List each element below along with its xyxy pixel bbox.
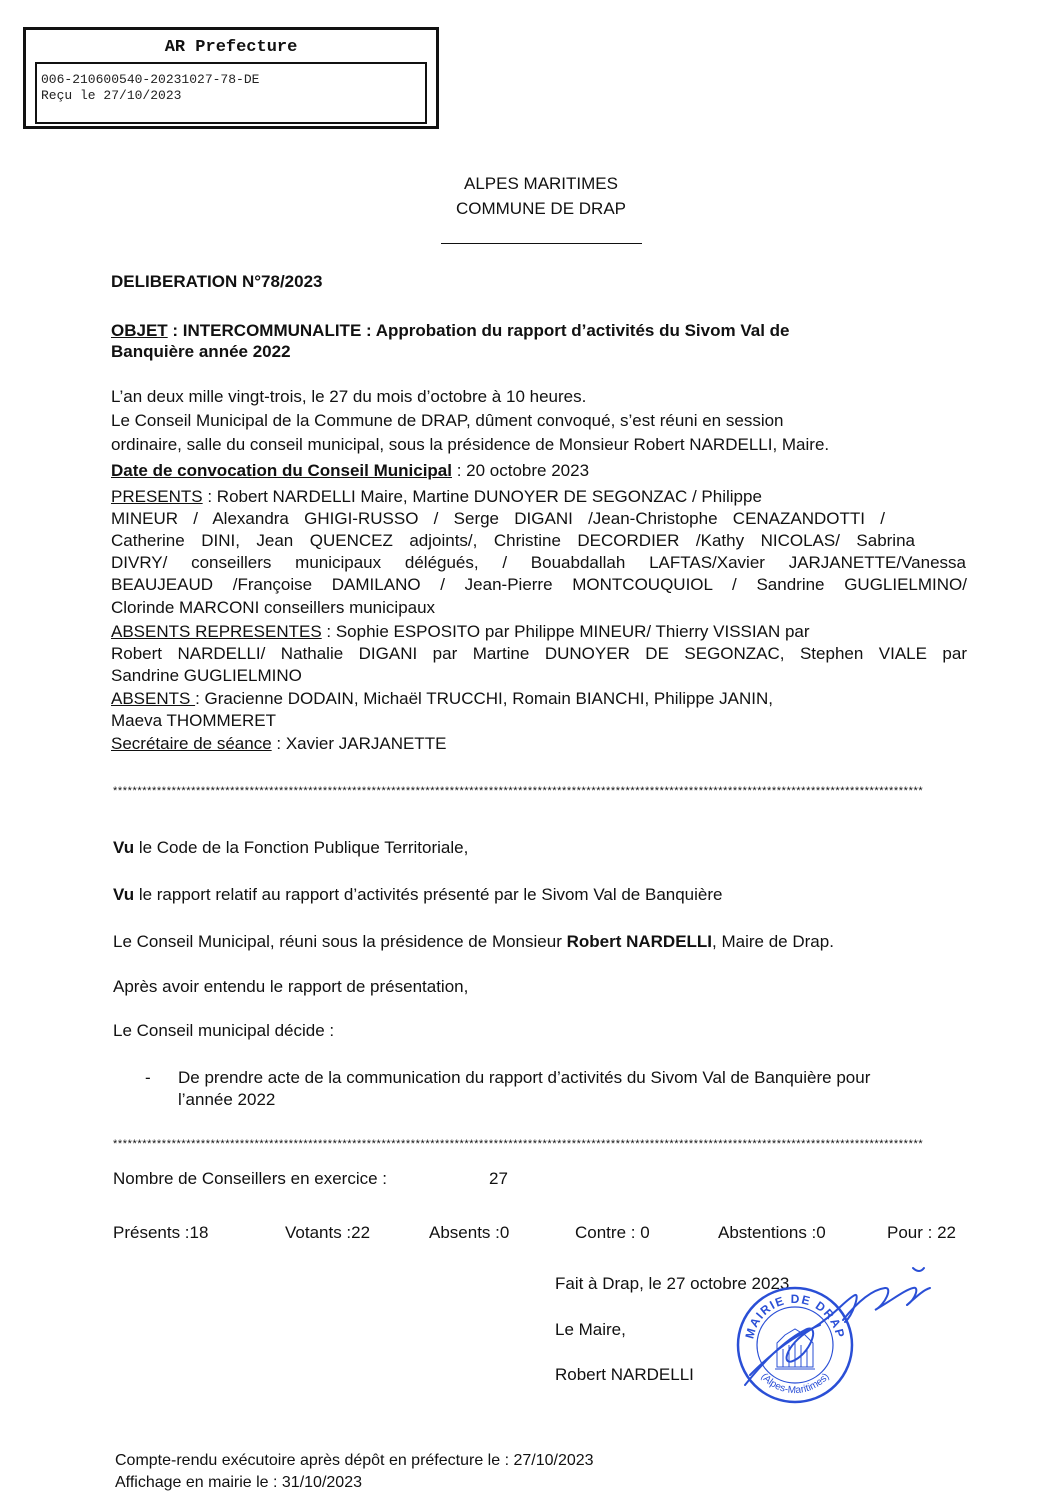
presents-text: : Robert NARDELLI Maire, Martine DUNOYER DE SEGONZAC / Philippe bbox=[202, 487, 762, 506]
absents-representes-label: ABSENTS REPRESENTES bbox=[111, 622, 322, 641]
secretaire-line bbox=[111, 733, 446, 755]
presents-label: PRESENTS bbox=[111, 487, 203, 506]
stamp-reference: 006-210600540-20231027-78-DE bbox=[41, 72, 260, 87]
absents-line bbox=[111, 688, 773, 710]
separator-stars: ********************************************************************************************************************************************************************** bbox=[113, 1138, 924, 1150]
vu-code bbox=[113, 837, 468, 859]
mayor-signature bbox=[725, 1260, 955, 1400]
intro-date: L’an deux mille vingt-trois, le 27 du mois d’octobre à 10 heures. bbox=[111, 387, 587, 406]
vu-rapport-text: le rapport relatif au rapport d’activités présenté par le Sivom Val de Banquière bbox=[134, 885, 723, 904]
conseillers-exercice-value: 27 bbox=[489, 1169, 508, 1188]
stamp-title: AR Prefecture bbox=[164, 38, 298, 57]
apres-rapport: Après avoir entendu le rapport de présentation, bbox=[113, 977, 469, 996]
decision-line-1: De prendre acte de la communication du rapport d’activités du Sivom Val de Banquière pour bbox=[178, 1068, 871, 1087]
absents-representes-text: Sandrine GUGLIELMINO bbox=[111, 666, 302, 685]
bullet-dash: - bbox=[145, 1068, 151, 1087]
mayor-name-bold: Robert NARDELLI bbox=[566, 932, 713, 951]
objet-line-1 bbox=[111, 320, 789, 342]
deliberation-number: DELIBERATION N°78/2023 bbox=[111, 272, 323, 291]
convocation-value: : 20 octobre 2023 bbox=[452, 461, 590, 480]
objet-label: OBJET bbox=[111, 321, 168, 340]
presents-text: Clorinde MARCONI conseillers municipaux bbox=[111, 598, 436, 617]
absents-text: Maeva THOMMERET bbox=[111, 711, 276, 730]
conseil-pre: Le Conseil Municipal, réuni sous la présidence de Monsieur bbox=[113, 932, 567, 951]
convocation-label: Date de convocation du Conseil Municipal bbox=[111, 461, 452, 480]
objet-text: : INTERCOMMUNALITE : Approbation du rapport d’activités du Sivom Val de bbox=[167, 321, 790, 340]
separator-stars: ********************************************************************************************************************************************************************** bbox=[113, 785, 924, 797]
vote-abstentions: Abstentions :0 bbox=[718, 1223, 826, 1242]
mayor-role: Le Maire, bbox=[555, 1320, 626, 1339]
presents-text: MINEUR / Alexandra GHIGI-RUSSO / Serge DIGANI /Jean-Christophe CENAZANDOTTI / bbox=[111, 509, 885, 528]
mayor-name: Robert NARDELLI bbox=[555, 1365, 694, 1384]
absents-representes-text: Robert NARDELLI/ Nathalie DIGANI par Martine DUNOYER DE SEGONZAC, Stephen VIALE par bbox=[111, 644, 967, 663]
presents-text: Catherine DINI, Jean QUENCEZ adjoints/, Christine DECORDIER /Kathy NICOLAS/ Sabrina bbox=[111, 531, 915, 550]
header-divider bbox=[441, 243, 642, 244]
presents-text: BEAUJEAUD /Françoise DAMILANO / Jean-Pierre MONTCOUQUIOL / Sandrine GUGLIELMINO/ bbox=[111, 575, 967, 594]
seal-bottom-text: (Alpes-Maritimes) bbox=[758, 1371, 832, 1397]
vote-presents: Présents :18 bbox=[113, 1223, 209, 1242]
convocation-date bbox=[111, 460, 589, 482]
conseil-presidence bbox=[113, 931, 834, 953]
absents-text: : Gracienne DODAIN, Michaël TRUCCHI, Romain BIANCHI, Philippe JANIN, bbox=[195, 689, 773, 708]
fait-a-drap: Fait à Drap, le 27 octobre 2023 bbox=[555, 1274, 790, 1293]
footer-executoire: Compte-rendu exécutoire après dépôt en préfecture le : 27/10/2023 bbox=[115, 1452, 594, 1469]
ar-prefecture-stamp bbox=[23, 27, 439, 129]
vote-votants: Votants :22 bbox=[285, 1223, 371, 1242]
objet-line-2: Banquière année 2022 bbox=[111, 342, 291, 361]
footer-affichage: Affichage en mairie le : 31/10/2023 bbox=[115, 1474, 362, 1491]
vu-label: Vu bbox=[113, 838, 135, 857]
stamp-details bbox=[35, 62, 427, 124]
decision-line-2: l’année 2022 bbox=[178, 1090, 276, 1109]
conseil-post: , Maire de Drap. bbox=[712, 932, 834, 951]
stamp-received-date: Reçu le 27/10/2023 bbox=[41, 88, 182, 103]
commune-name: COMMUNE DE DRAP bbox=[455, 199, 626, 218]
absents-representes-line bbox=[111, 621, 810, 643]
vote-absents: Absents :0 bbox=[429, 1223, 510, 1242]
conseillers-exercice-label: Nombre de Conseillers en exercice : bbox=[113, 1169, 388, 1188]
absents-representes-text: : Sophie ESPOSITO par Philippe MINEUR/ Thierry VISSIAN par bbox=[321, 622, 810, 641]
intro-session: ordinaire, salle du conseil municipal, sous la présidence de Monsieur Robert NARDELLI, Maire. bbox=[111, 435, 830, 454]
secretaire-value: : Xavier JARJANETTE bbox=[271, 734, 447, 753]
intro-convocation: Le Conseil Municipal de la Commune de DRAP, dûment convoqué, s’est réuni en session bbox=[111, 411, 784, 430]
conseil-decide: Le Conseil municipal décide : bbox=[113, 1021, 335, 1040]
department-name: ALPES MARITIMES bbox=[464, 174, 618, 193]
vu-rapport bbox=[113, 884, 723, 906]
absents-label: ABSENTS bbox=[111, 689, 196, 708]
vote-pour: Pour : 22 bbox=[887, 1223, 956, 1242]
vu-label: Vu bbox=[113, 885, 135, 904]
vote-contre: Contre : 0 bbox=[575, 1223, 650, 1242]
presents-text: DIVRY/ conseillers municipaux délégués, / Bouabdallah LAFTAS/Xavier JARJANETTE/Vanessa bbox=[111, 553, 966, 572]
seal-top-text: MAIRIE DE DRAP bbox=[742, 1291, 848, 1341]
vu-code-text: le Code de la Fonction Publique Territoriale, bbox=[134, 838, 469, 857]
presents-line bbox=[111, 486, 762, 508]
secretaire-label: Secrétaire de séance bbox=[111, 734, 272, 753]
